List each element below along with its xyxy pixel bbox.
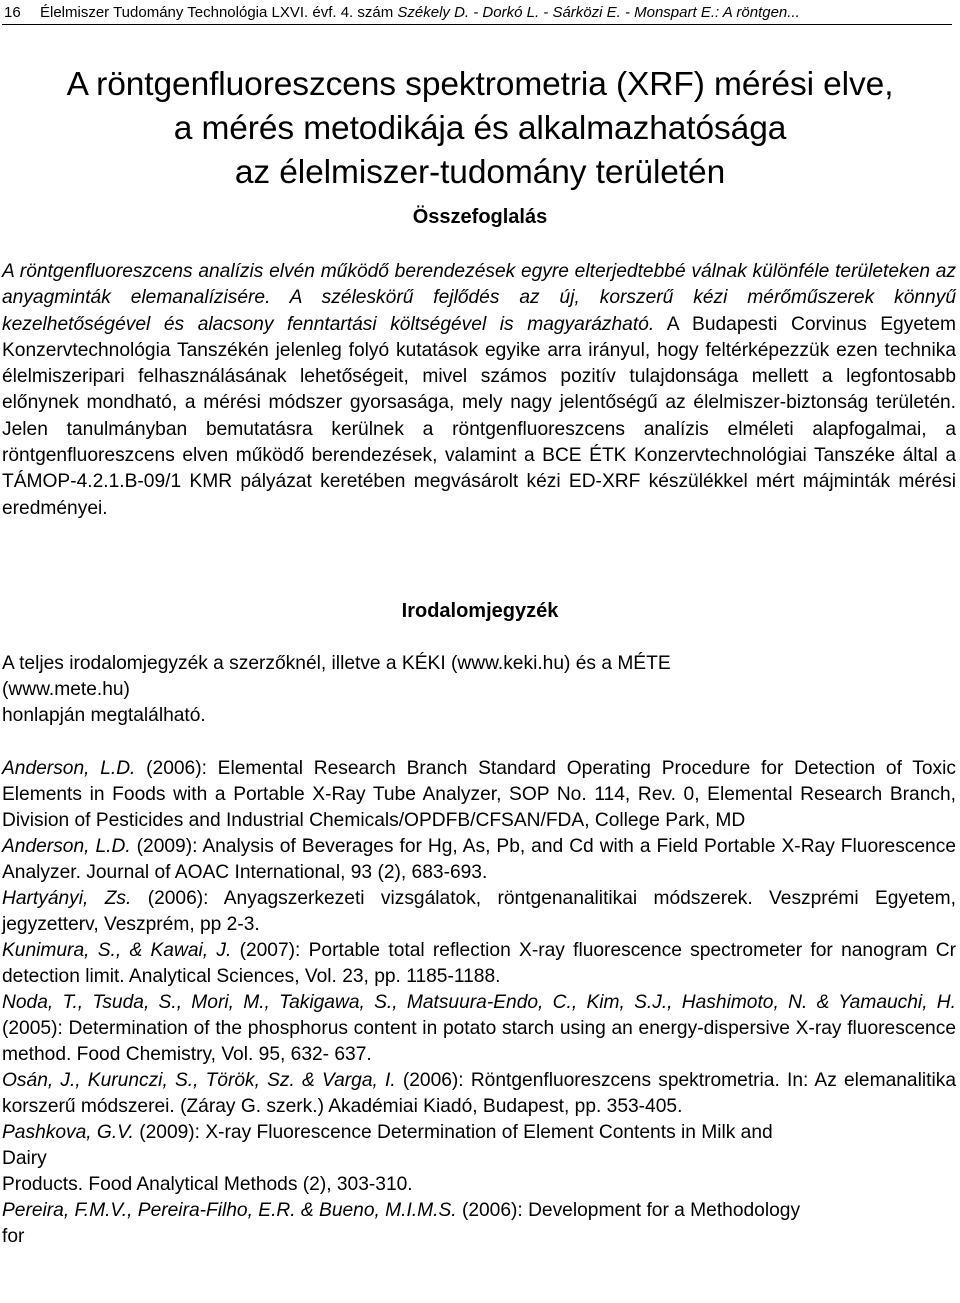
reference-author: Hartyányi, Zs. — [2, 888, 132, 909]
reference-line — [2, 1120, 956, 1146]
article-title — [0, 63, 960, 195]
header-authors: Székely D. - Dorkó L. - Sárközi E. - Monspart E.: A röntgen... — [397, 4, 800, 21]
reference-author: Anderson, L.D. — [2, 758, 136, 779]
reference-author: Pashkova, G.V. — [2, 1122, 134, 1143]
abstract-heading: Összefoglalás — [412, 206, 548, 228]
reference-list — [2, 756, 956, 1250]
title-line: az élelmiszer-tudomány területén — [234, 154, 726, 191]
abstract-text — [2, 259, 956, 522]
journal-name: Élelmiszer Tudomány Technológia LXVI. évf. 4. szám — [40, 4, 394, 21]
title-line: a mérés metodikája és alkalmazhatósága — [173, 110, 787, 147]
reference-item — [2, 990, 956, 1068]
reference-item — [2, 756, 956, 834]
reference-author: Pereira, F.M.V., Pereira-Filho, E.R. & Bueno, M.I.M.S. — [2, 1200, 457, 1221]
intro-line: A teljes irodalomjegyzék a szerzőknél, illetve a KÉKI (www.keki.hu) és a MÉTE — [2, 653, 671, 674]
reference-item — [2, 886, 956, 938]
reference-author: Kunimura, S., & Kawai, J. — [2, 940, 232, 961]
intro-line: honlapján megtalálható. — [2, 705, 206, 726]
reference-item — [2, 834, 956, 886]
reference-author: Noda, T., Tsuda, S., Mori, M., Takigawa, S., Matsuura-Endo, C., Kim, S.J., Hashimoto, N. & Yamauchi, H. — [2, 992, 956, 1013]
reference-item — [2, 1198, 956, 1250]
reference-author: Anderson, L.D. — [2, 836, 131, 857]
reference-text: (2009): Analysis of Beverages for Hg, As, Pb, and Cd with a Field Portable X-Ray Fluorescence Analyzer. Journal of AOAC International, 93 (2), 683-693. — [2, 836, 956, 883]
reference-item — [2, 1068, 956, 1120]
reference-text: (2006): Anyagszerkezeti vizsgálatok, röntgenanalitikai módszerek. Veszprémi Egyetem, jegyzetterv, Veszprém, pp 2-3. — [2, 888, 956, 935]
references-heading: Irodalomjegyzék — [401, 600, 559, 622]
reference-item — [2, 1120, 956, 1198]
reference-author: Osán, J., Kurunczi, S., Török, Sz. & Varga, I. — [2, 1070, 396, 1091]
references-intro — [2, 651, 956, 729]
reference-line: for — [2, 1226, 25, 1247]
reference-line: Products. Food Analytical Methods (2), 303-310. — [2, 1174, 413, 1195]
page-number: 16 — [4, 4, 21, 21]
abstract-italic: A röntgenfluoreszcens analízis elvén működő berendezések egyre elterjedtebbé válnak különféle területeken az anyagminták elemanalízisére. A széleskörű fejlődés az új, korszerű kézi mérőműszerek könnyű kezelhetőségével és alacsony fenntartási költségével is magyarázható. — [2, 261, 956, 335]
reference-text: (2009): X-ray Fluorescence Determination of Element Contents in Milk and — [133, 1122, 773, 1143]
intro-line: (www.mete.hu) — [2, 679, 130, 700]
reference-text: (2006): Röntgenfluoreszcens spektrometria. In: Az elemanalitika korszerű módszerei. (Záray G. szerk.) Akadémiai Kiadó, Budapest, pp. 353-405. — [2, 1070, 956, 1117]
reference-text: (2006): Elemental Research Branch Standard Operating Procedure for Detection of Toxic Elements in Foods with a Portable X-Ray Tube Analyzer, SOP No. 114, Rev. 0, Elemental Research Branch, Division of Pesticides and Industrial Chemicals/OPDFB/CFSAN/FDA, College Park, MD — [2, 758, 957, 831]
reference-line — [2, 1198, 956, 1224]
title-line: A röntgenfluoreszcens spektrometria (XRF) mérési elve, — [66, 66, 894, 103]
reference-text: (2007): Portable total reflection X-ray fluorescence spectrometer for nanogram Cr detection limit. Analytical Sciences, Vol. 23, pp. 1185-1188. — [2, 940, 956, 987]
reference-line: Dairy — [2, 1148, 47, 1169]
reference-item — [2, 938, 956, 990]
abstract-normal: A Budapesti Corvinus Egyetem Konzervtechnológia Tanszékén jelenleg folyó kutatások egyike arra irányul, hogy feltérképezzük ezen technika élelmiszeripari felhasználásának lehetőségeit, mivel számos pozitív tulajdonsága mellett a legfontosabb előnynek mondható, a mérési módszer gyorsasága, mely nagy jelentőségű az élelmiszer-biztonság területén. Jelen tanulmányban bemutatásra kerülnek a röntgenfluoreszcens analízis elméleti alapfogalmai, a röntgenfluoreszcens elven működő berendezések, valamint a BCE ÉTK Konzervtechnológiai Tanszéke által a TÁMOP-4.2.1.B-09/1 KMR pályázat keretében megvásárolt kézi ED-XRF készülékkel mért májminták mérési eredményei. — [2, 313, 956, 519]
reference-text: (2006): Development for a Methodology — [456, 1200, 801, 1221]
reference-text: (2005): Determination of the phosphorus content in potato starch using an energy-dispersive X-ray fluorescence method. Food Chemistry, Vol. 95, 632- 637. — [2, 1018, 956, 1065]
running-header — [2, 4, 952, 25]
